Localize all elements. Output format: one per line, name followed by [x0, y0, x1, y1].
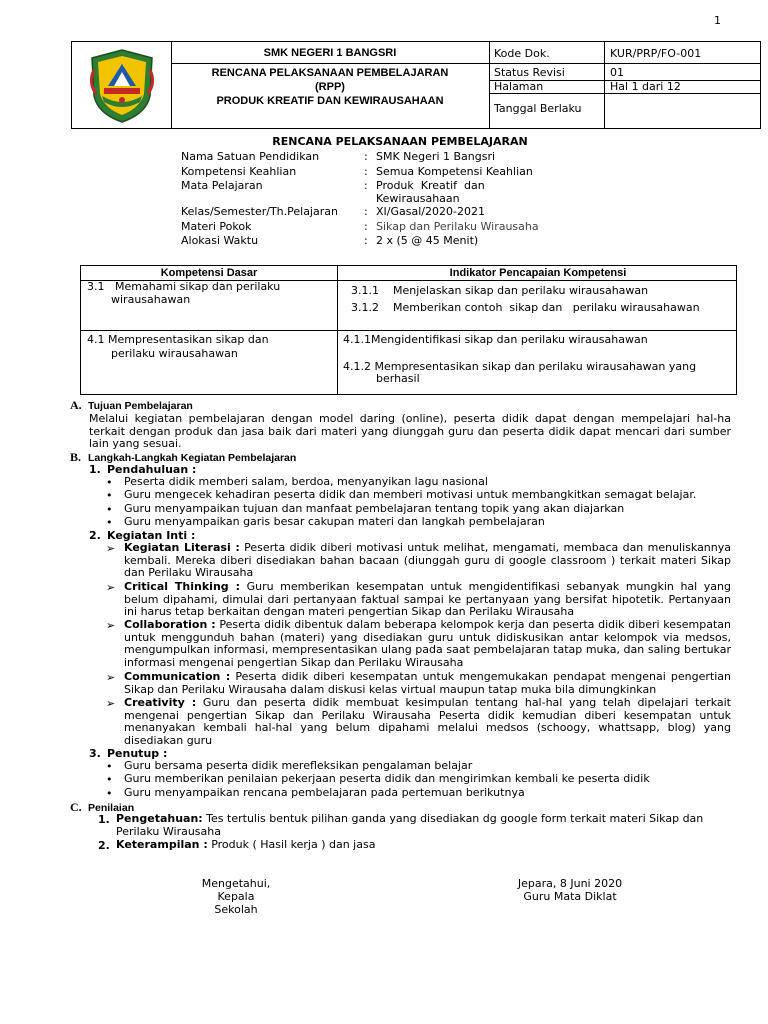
- bullet: •: [106, 489, 113, 502]
- penilaian-text: Produk ( Hasil kerja ) dan jasa: [207, 838, 376, 851]
- info-value-materi: Sikap dan Perilaku Wirausaha: [376, 220, 539, 233]
- kode-dok-value: KUR/PRP/FO-001: [610, 47, 702, 60]
- sign-left-1: Mengetahui,: [201, 877, 271, 890]
- bullet: •: [106, 787, 113, 800]
- kd-header: Kompetensi Dasar: [160, 267, 258, 279]
- arrow-bullet-icon: ➢: [106, 671, 116, 684]
- pendahuluan-item: Guru mengecek kehadiran peserta didik dan memberi motivasi untuk membangkitkan semagat belajar.: [124, 488, 697, 501]
- sign-left-2: Kepala: [217, 890, 255, 903]
- school-logo: [86, 48, 158, 124]
- doc-title-line2: (RPP): [315, 81, 345, 93]
- penilaian-label: Keterampilan :: [116, 838, 208, 851]
- info-label-alokasi: Alokasi Waktu: [181, 234, 259, 247]
- kd-3-1: 3.1 Memahami sikap dan perilaku: [87, 280, 281, 293]
- kode-dok-label: Kode Dok.: [494, 47, 550, 60]
- info-label-satuan: Nama Satuan Pendidikan: [181, 150, 320, 163]
- page-number: 1: [714, 14, 721, 27]
- pendahuluan-item: Guru menyampaikan tujuan dan manfaat pembelajaran tentang topik yang akan diajarkan: [124, 502, 625, 515]
- bullet: •: [106, 760, 113, 773]
- section-c-letter: C.: [70, 800, 82, 814]
- halaman-value: Hal 1 dari 12: [610, 80, 681, 93]
- tanggal-berlaku-label: Tanggal Berlaku: [494, 102, 582, 115]
- penilaian-2-num: 2.: [98, 839, 110, 852]
- penutup-item: Guru bersama peserta didik merefleksikan pengalaman belajar: [124, 759, 473, 772]
- doc-title-line1: RENCANA PELAKSANAAN PEMBELAJARAN: [211, 67, 449, 79]
- inti-item-label: Collaboration :: [124, 618, 216, 631]
- info-colon: :: [364, 205, 368, 218]
- indikator-3-1-2: 3.1.2 Memberikan contoh sikap dan perilaku wirausahawan: [351, 301, 700, 314]
- inti-item-text: Guru memberikan kesempatan untuk mengidentifikasi sebanyak mungkin hal yang belum dipahami, dimulai dari pertanyaan faktual sampai ke pertanyaan yang bersifat hipotetik. Pertanyaan ini harus tetap berkaitan dengan materi pengertian Sikap dan Perilaku Wirausaha: [124, 580, 732, 618]
- inti-item-collaboration: [124, 619, 731, 669]
- inti-item-critical: [124, 581, 731, 619]
- kd-4-1: 4.1 Mempresentasikan sikap dan: [87, 333, 269, 346]
- penilaian-1-num: 1.: [98, 813, 110, 826]
- pendahuluan-item: Peserta didik memberi salam, berdoa, menyanyikan lagu nasional: [124, 475, 488, 488]
- arrow-bullet-icon: ➢: [106, 619, 116, 632]
- penilaian-keterampilan: [116, 839, 375, 852]
- info-colon: :: [364, 220, 368, 233]
- info-label-mapel: Mata Pelajaran: [181, 179, 263, 192]
- sign-right-2: Guru Mata Diklat: [523, 890, 617, 903]
- bullet: •: [106, 503, 113, 516]
- info-colon: :: [364, 165, 368, 178]
- inti-item-creativity: [124, 697, 731, 747]
- inti-item-label: Communication :: [124, 670, 231, 683]
- step-3-title: Penutup :: [107, 747, 168, 760]
- inti-item-label: Critical Thinking :: [124, 580, 240, 593]
- inti-item-text: Peserta didik dibentuk dalam beberapa kelompok kerja dan peserta didik diberi kesempatan untuk menggunduh bahan (materi) yang disediakan guru untuk didiskusikan antar kelompok via medsos, mengumpulkan informasi, mempresentasikan ulang pada saat pembelajaran tatap muka, dan saling bertukar informasi mengenai pengertian Sikap dan Perilaku Wirausaha: [124, 618, 731, 669]
- doc-title-line3: PRODUK KREATIF DAN KEWIRAUSAHAAN: [216, 95, 444, 107]
- info-label-kelas: Kelas/Semester/Th.Pelajaran: [181, 205, 338, 218]
- penilaian-pengetahuan: [116, 813, 726, 838]
- section-b-letter: B.: [70, 450, 82, 464]
- arrow-bullet-icon: ➢: [106, 697, 116, 710]
- rpp-title: RENCANA PELAKSANAAN PEMBELAJARAN: [272, 135, 528, 148]
- sign-left-3: Sekolah: [214, 903, 258, 916]
- kd-4-1-cont: perilaku wirausahawan: [111, 347, 238, 360]
- info-colon: :: [364, 179, 368, 192]
- info-label-materi: Materi Pokok: [181, 220, 252, 233]
- inti-item-text: Peserta didik diberi motivasi untuk melihat, mengamati, membaca dan menuliskannya kembali. Mereka diberi disediakan bahan bacaan (diunggah guru di google classroom ) terkait materi Sikap dan Perilaku Wirausaha: [124, 541, 732, 579]
- info-value-mapel-cont: Kewirausahaan: [376, 192, 460, 205]
- bullet: •: [106, 516, 113, 529]
- status-revisi-label: Status Revisi: [494, 66, 565, 79]
- indikator-4-1-2-cont: berhasil: [376, 372, 420, 385]
- info-value-mapel: Produk Kreatif dan: [376, 179, 485, 192]
- info-colon: :: [364, 234, 368, 247]
- arrow-bullet-icon: ➢: [106, 542, 116, 555]
- school-name: SMK NEGERI 1 BANGSRI: [263, 47, 397, 59]
- info-colon: :: [364, 150, 368, 163]
- inti-item-text: Peserta didik diberi kesempatan untuk mengemukakan pendapat mengenai pengertian Sikap dan Perilaku Wirausaha dalam diskusi kelas virtual maupun tatap muka bila dimungkinkan: [124, 670, 731, 696]
- penutup-item: Guru menyampaikan rencana pembelajaran pada pertemuan berikutnya: [124, 786, 525, 799]
- inti-item-label: Creativity :: [124, 696, 197, 709]
- sign-right-1: Jepara, 8 Juni 2020: [517, 877, 623, 890]
- step-3-num: 3.: [89, 747, 101, 760]
- step-2-title: Kegiatan Inti :: [107, 529, 196, 542]
- pendahuluan-item: Guru menyampaikan garis besar cakupan materi dan langkah pembelajaran: [124, 515, 545, 528]
- info-value-kelas: XI/Gasal/2020-2021: [376, 205, 485, 218]
- indikator-4-1-2: 4.1.2 Mempresentasikan sikap dan perilaku wirausahawan yang: [343, 360, 697, 373]
- inti-item-communication: [124, 671, 731, 696]
- step-2-num: 2.: [89, 529, 101, 542]
- kd-3-1-cont: wirausahawan: [111, 293, 191, 306]
- status-revisi-value: 01: [610, 66, 624, 79]
- penutup-item: Guru memberikan penilaian pekerjaan peserta didik dan mengirimkan kembali ke peserta didik: [124, 772, 650, 785]
- step-1-title: Pendahuluan :: [107, 463, 197, 476]
- kompetensi-table: [80, 265, 737, 395]
- indikator-header: Indikator Pencapaian Kompetensi: [449, 267, 627, 279]
- inti-item-literasi: [124, 542, 731, 580]
- info-label-kompetensi: Kompetensi Keahlian: [181, 165, 297, 178]
- section-c-title: Penilaian: [88, 802, 135, 814]
- bullet: •: [106, 773, 113, 786]
- step-1-num: 1.: [89, 463, 101, 476]
- penilaian-text: Tes tertulis bentuk pilihan ganda yang disediakan dg google form terkait materi Sikap dan Perilaku Wirausaha: [116, 812, 704, 838]
- inti-item-text: Guru dan peserta didik membuat kesimpulan tentang hal-hal yang telah dipelajari terkait mengenai pengertian Sikap dan Perilaku Wirausaha Peserta didik kemudian diberi kesempatan untuk menanyakan kembali hal-hal yang belum dipahami melalui medsos (schoogy, whattsapp, blog) yang disediakan guru: [124, 696, 731, 747]
- info-value-alokasi: 2 x (5 @ 45 Menit): [376, 234, 479, 247]
- penilaian-label: Pengetahuan:: [116, 812, 203, 825]
- section-a-heading: [70, 398, 193, 413]
- section-a-text: Melalui kegiatan pembelajaran dengan model daring (online), peserta didik dapat dengan mempelajari hal-ha terkait dengan produk dan jasa baik dari materi yang diunggah guru dan peserta didik dapat mencari dari sumber lain yang sesuai.: [89, 412, 731, 450]
- document-header-table: [71, 41, 761, 129]
- section-a-letter: A.: [70, 398, 82, 412]
- indikator-3-1-1: 3.1.1 Menjelaskan sikap dan perilaku wirausahawan: [351, 284, 649, 297]
- section-b-title: Langkah-Langkah Kegiatan Pembelajaran: [88, 452, 297, 464]
- section-a-title: Tujuan Pembelajaran: [88, 400, 193, 412]
- halaman-label: Halaman: [494, 80, 544, 93]
- arrow-bullet-icon: ➢: [106, 581, 116, 594]
- indikator-4-1-1: 4.1.1Mengidentifikasi sikap dan perilaku wirausahawan: [343, 333, 648, 346]
- inti-item-label: Kegiatan Literasi :: [124, 541, 240, 554]
- bullet: •: [106, 476, 113, 489]
- info-value-kompetensi: Semua Kompetensi Keahlian: [376, 165, 533, 178]
- info-value-satuan: SMK Negeri 1 Bangsri: [376, 150, 496, 163]
